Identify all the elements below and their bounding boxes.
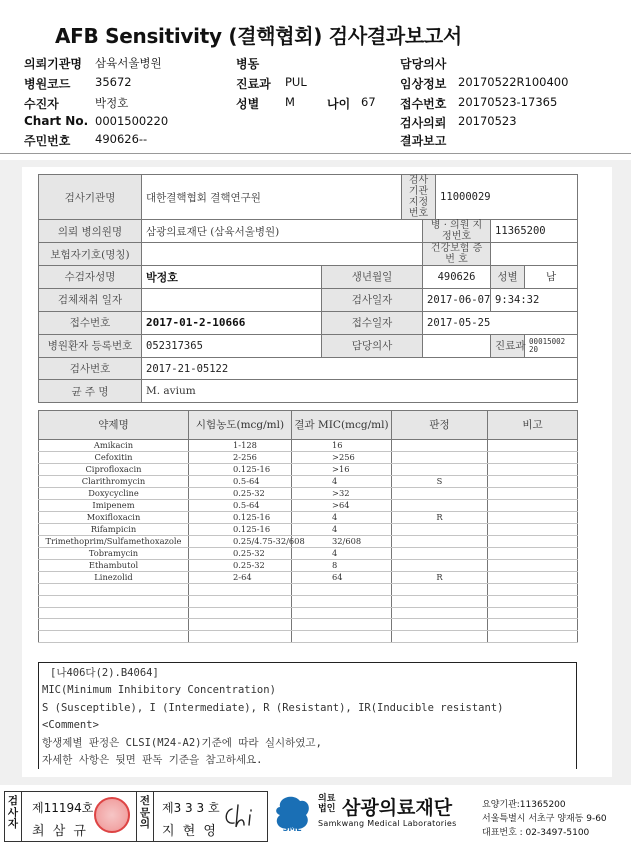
drug-row (39, 560, 578, 572)
request-date-label: 검사의뢰 (400, 116, 447, 130)
drug-note (488, 524, 578, 536)
empty-cell (39, 619, 189, 631)
comment-legend: S (Susceptible), I (Intermediate), R (Resistant), IR(Inducible resistant) (42, 701, 504, 714)
receipt-label: 접수번호 (39, 311, 142, 334)
empty-cell (488, 631, 578, 643)
rrn-label: 주민번호 (24, 134, 71, 148)
age-label: 나이 (327, 97, 351, 111)
specialist-name: 지 현 영 (162, 824, 218, 839)
empty-cell (189, 619, 292, 631)
drug-name: Amikacin (39, 440, 189, 452)
org-english: Samkwang Medical Laboratories (318, 819, 457, 828)
drug-range: 0.5-64 (189, 476, 292, 488)
patient-name-value: 박정호 (142, 266, 322, 289)
drug-row (39, 488, 578, 500)
hosp-code-value: 11365200 (491, 220, 578, 243)
receipt-date-label: 접수일자 (322, 311, 423, 334)
drug-note (488, 476, 578, 488)
institution-value: 삼육서울병원 (95, 56, 162, 70)
drug-note (488, 572, 578, 584)
comment-heading: <Comment> (42, 719, 99, 732)
empty-cell (392, 595, 488, 607)
empty-cell (189, 584, 292, 596)
drug-row (39, 512, 578, 524)
empty-cell (392, 584, 488, 596)
lab-label: 검사기관명 (39, 175, 142, 220)
drug-range: 2-256 (189, 452, 292, 464)
comment-box (38, 662, 577, 769)
drug-note (488, 512, 578, 524)
drug-interpretation (392, 488, 488, 500)
drug-name: Imipenem (39, 500, 189, 512)
result-report-label: 결과보고 (400, 134, 447, 148)
drug-interpretation (392, 548, 488, 560)
org-code: 요양기관:11365200 (482, 800, 566, 810)
report-title: AFB Sensitivity (결핵협회) 검사결과보고서 (55, 24, 462, 48)
dept-label-table: 진료과 (491, 334, 525, 357)
tester-name: 최 삼 규 (32, 824, 88, 839)
receipt-no-label: 접수번호 (400, 97, 447, 111)
drug-row (39, 524, 578, 536)
drug-row (39, 572, 578, 584)
sex-value-table: 남 (525, 266, 578, 289)
lab-code-value: 11000029 (436, 175, 578, 220)
drug-interpretation (392, 464, 488, 476)
empty-cell (392, 619, 488, 631)
comment-line-1: 항생제별 판정은 CLSI(M24-A2)기준에 따라 실시하였고, (42, 736, 322, 749)
drug-note (488, 536, 578, 548)
drug-row (39, 476, 578, 488)
empty-cell (39, 595, 189, 607)
empty-cell (39, 584, 189, 596)
drug-row (39, 536, 578, 548)
ins-no-label: 건강보험 증 번 호 (423, 243, 491, 266)
drug-mic: 4 (292, 476, 392, 488)
logo-text: SML (282, 824, 302, 833)
receipt-value: 2017-01-2-10666 (142, 311, 322, 334)
seal-stamp (94, 797, 130, 833)
drug-range: 0.25-32 (189, 560, 292, 572)
org-name: 삼광의료재단 (342, 797, 453, 819)
collect-value (142, 288, 322, 311)
drug-row (39, 452, 578, 464)
drug-note (488, 500, 578, 512)
empty-cell (292, 619, 392, 631)
drug-name: Rifampicin (39, 524, 189, 536)
drug-range: 0.25/4.75-32/608 (189, 536, 292, 548)
col-mic: 결과 MIC(mcg/ml) (292, 411, 392, 440)
sml-logo-icon (272, 793, 312, 841)
dept-value: PUL (285, 75, 307, 89)
drug-name: Clarithromycin (39, 476, 189, 488)
drug-range: 0.125-16 (189, 464, 292, 476)
drug-row (39, 464, 578, 476)
empty-row (39, 584, 578, 596)
empty-cell (39, 607, 189, 619)
drug-interpretation: S (392, 476, 488, 488)
test-no-label: 검사번호 (39, 357, 142, 380)
test-no-value: 2017-21-05122 (142, 357, 578, 380)
birth-value: 490626 (423, 266, 491, 289)
empty-row (39, 619, 578, 631)
drug-range: 2-64 (189, 572, 292, 584)
drug-susceptibility-table (38, 410, 578, 643)
drug-mic: >32 (292, 488, 392, 500)
tester-label: 검사자 (7, 795, 19, 830)
empty-cell (392, 631, 488, 643)
hospital-code-value: 35672 (95, 75, 132, 89)
req-hosp-label: 의뢰 병의원명 (39, 220, 142, 243)
insured-value (142, 243, 423, 266)
chart-value: 0001500220 (95, 114, 169, 128)
drug-row (39, 440, 578, 452)
organism-value: M. avium (142, 380, 578, 403)
org-type-2: 법인 (318, 804, 336, 814)
empty-cell (189, 595, 292, 607)
receipt-no-value: 20170523-17365 (458, 95, 558, 109)
header-divider (0, 153, 631, 154)
drug-name: Doxycycline (39, 488, 189, 500)
drug-interpretation (392, 560, 488, 572)
ins-no-value (491, 243, 578, 266)
col-interp: 판정 (392, 411, 488, 440)
empty-cell (488, 584, 578, 596)
reg-label: 병원환자 등록번호 (39, 334, 142, 357)
patient-label: 수진자 (24, 97, 59, 111)
org-type-1: 의료 (318, 794, 336, 804)
drug-mic: 8 (292, 560, 392, 572)
clinical-info-label: 임상정보 (400, 77, 447, 91)
drug-name: Ciprofloxacin (39, 464, 189, 476)
drug-mic: 4 (292, 524, 392, 536)
age-value: 67 (361, 95, 376, 109)
institution-label: 의뢰기관명 (24, 57, 82, 71)
hosp-code-label: 병 · 의원 지정번호 (423, 220, 491, 243)
drug-note (488, 560, 578, 572)
drug-interpretation: R (392, 572, 488, 584)
dept-label: 진료과 (236, 77, 271, 91)
sex-label: 성별 (236, 97, 260, 111)
drug-interpretation (392, 524, 488, 536)
empty-cell (39, 631, 189, 643)
doctor-label-table: 담당의사 (322, 334, 423, 357)
col-note: 비고 (488, 411, 578, 440)
drug-interpretation (392, 536, 488, 548)
sex-label-table: 성별 (491, 266, 525, 289)
dept-value-table: 00015002 20 (525, 334, 578, 357)
empty-cell (292, 607, 392, 619)
comment-mic-def: MIC(Minimum Inhibitory Concentration) (42, 684, 276, 697)
request-date-value: 20170523 (458, 114, 517, 128)
drug-row (39, 548, 578, 560)
patient-name-label: 수검자성명 (39, 266, 142, 289)
empty-cell (488, 607, 578, 619)
patient-info-table (38, 174, 578, 403)
drug-name: Cefoxitin (39, 452, 189, 464)
comment-line-2: 자세한 사항은 뒷면 판독 기준을 참고하세요. (42, 754, 263, 767)
clinical-info-value: 20170522R100400 (458, 75, 569, 89)
drug-note (488, 452, 578, 464)
rrn-value: 490626-- (95, 132, 148, 146)
doctor-value-table (423, 334, 491, 357)
org-address: 서울특별시 서초구 양재동 9-60 (482, 814, 607, 824)
ward-label: 병동 (236, 57, 260, 71)
drug-interpretation (392, 440, 488, 452)
footer (0, 789, 631, 854)
test-date-value: 2017-06-07 (423, 288, 491, 311)
reg-value: 052317365 (142, 334, 322, 357)
drug-mic: 64 (292, 572, 392, 584)
comment-code: [나406다(2).B4064] (50, 667, 159, 679)
col-range: 시험농도(mcg/ml) (189, 411, 292, 440)
drug-name: Trimethoprim/Sulfamethoxazole (39, 536, 189, 548)
chart-label: Chart No. (24, 114, 89, 128)
empty-cell (292, 631, 392, 643)
specialist-label: 전문의 (139, 795, 151, 830)
drug-range: 0.125-16 (189, 524, 292, 536)
empty-cell (189, 607, 292, 619)
drug-note (488, 548, 578, 560)
col-drug: 약제명 (39, 411, 189, 440)
empty-cell (292, 595, 392, 607)
drug-name: Tobramycin (39, 548, 189, 560)
organism-label: 균 주 명 (39, 380, 142, 403)
collect-label: 검체채취 일자 (39, 288, 142, 311)
doctor-label: 담당의사 (400, 57, 447, 71)
specialist-license: 제3 3 3 호 (162, 801, 220, 815)
org-phone: 대표번호 : 02-3497-5100 (482, 828, 590, 838)
empty-cell (488, 619, 578, 631)
drug-note (488, 464, 578, 476)
test-time-value: 9:34:32 (491, 288, 578, 311)
empty-cell (189, 631, 292, 643)
drug-range: 0.25-32 (189, 548, 292, 560)
drug-range: 0.5-64 (189, 500, 292, 512)
drug-mic: >16 (292, 464, 392, 476)
drug-name: Moxifloxacin (39, 512, 189, 524)
drug-interpretation (392, 500, 488, 512)
drug-mic: 4 (292, 512, 392, 524)
patient-value: 박정호 (95, 96, 129, 110)
signature (222, 803, 262, 831)
drug-mic: 16 (292, 440, 392, 452)
empty-cell (292, 584, 392, 596)
drug-range: 0.25-32 (189, 488, 292, 500)
empty-cell (392, 607, 488, 619)
req-hosp-value: 삼광의료재단 (삼육서울병원) (142, 220, 423, 243)
test-date-label: 검사일자 (322, 288, 423, 311)
hospital-code-label: 병원코드 (24, 77, 71, 91)
drug-range: 1-128 (189, 440, 292, 452)
empty-row (39, 595, 578, 607)
drug-name: Linezolid (39, 572, 189, 584)
drug-interpretation (392, 452, 488, 464)
birth-label: 생년월일 (322, 266, 423, 289)
receipt-date-value: 2017-05-25 (423, 311, 578, 334)
insured-label: 보험자기호(명칭) (39, 243, 142, 266)
drug-note (488, 440, 578, 452)
sex-value: M (285, 95, 295, 109)
drug-mic: >64 (292, 500, 392, 512)
drug-name: Ethambutol (39, 560, 189, 572)
drug-row (39, 500, 578, 512)
tester-license: 제11194호 (32, 801, 94, 815)
lab-code-label: 검사기관 지정번호 (402, 175, 436, 220)
drug-range: 0.125-16 (189, 512, 292, 524)
empty-row (39, 631, 578, 643)
lab-value: 대한결핵협회 결핵연구원 (142, 175, 402, 220)
empty-cell (488, 595, 578, 607)
empty-row (39, 607, 578, 619)
drug-interpretation: R (392, 512, 488, 524)
drug-mic: >256 (292, 452, 392, 464)
drug-note (488, 488, 578, 500)
drug-mic: 32/608 (292, 536, 392, 548)
drug-mic: 4 (292, 548, 392, 560)
